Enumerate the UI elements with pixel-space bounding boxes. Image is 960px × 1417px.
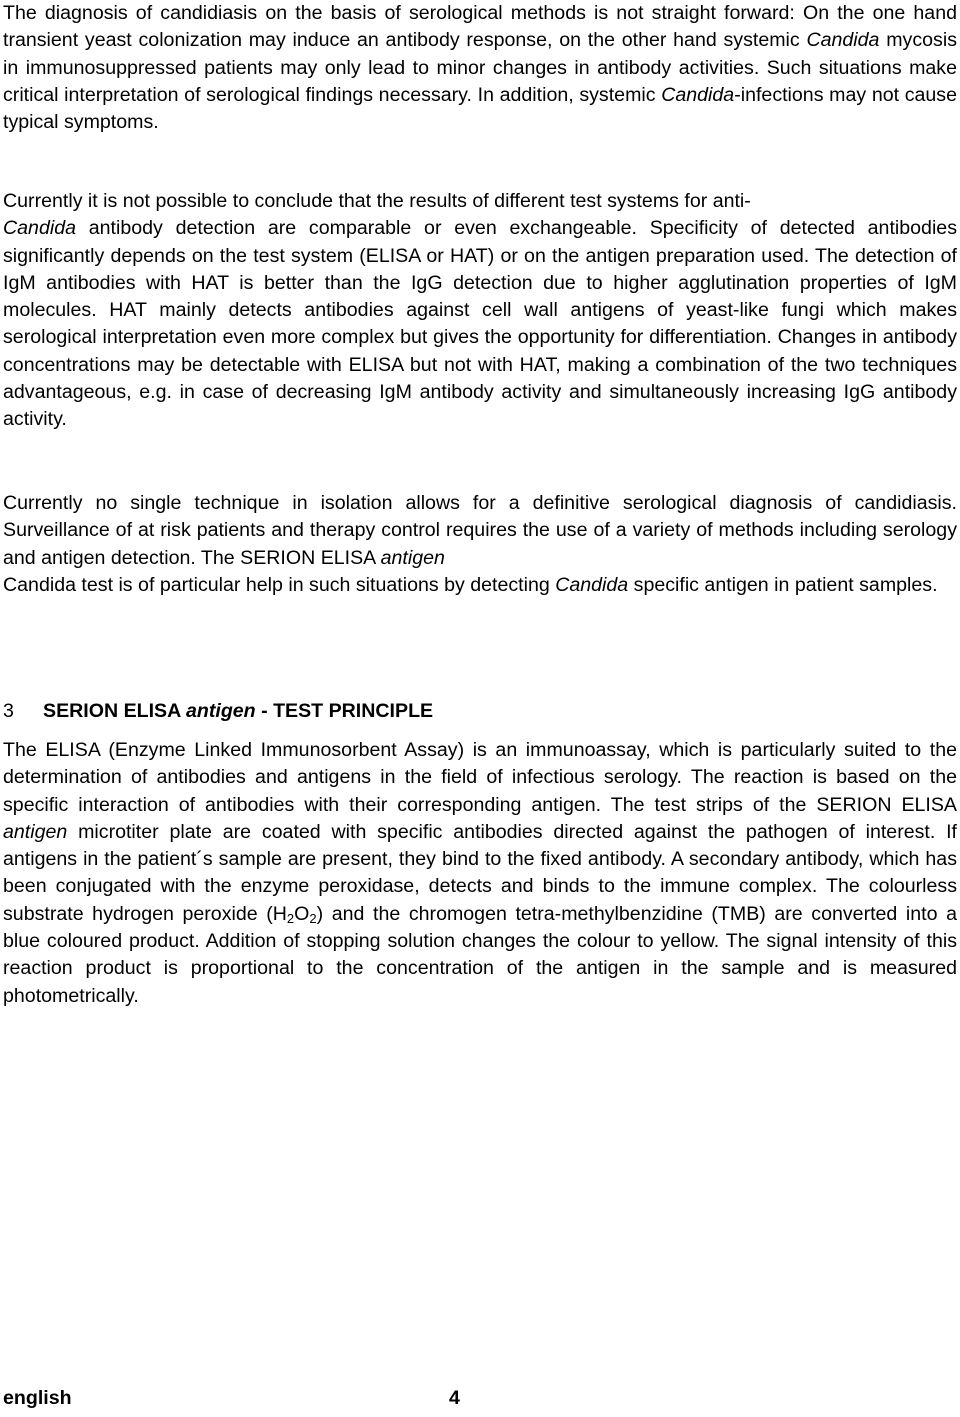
text-run: ) and the chromogen tetra-methylbenzidine (TMB) are converted into a blue coloured product. Addition of stopping solution changes the colour to yellow. The signal intensity of this reaction product is proportional to the concentration of the antigen in the sample and is measured photometrically. bbox=[3, 902, 957, 1007]
text-run: Currently no single technique in isolation allows for a definitive serological diagnosis of candidiasis. Surveillance of at risk patients and therapy control requires the use of a variety of methods including serology and antigen detection. The SERION ELISA bbox=[3, 492, 957, 569]
paragraph-candidiasis-diagnosis bbox=[3, 0, 957, 136]
italic-term: antigen bbox=[380, 546, 445, 569]
italic-term: Candida bbox=[806, 29, 880, 52]
subscript: 2 bbox=[309, 910, 317, 926]
text-run: The diagnosis of candidiasis on the basis of serological methods is not straight forward: On the one hand transient yeast colonization may induce an antibody response, on the other hand systemic bbox=[3, 2, 957, 52]
text-run: -infections may not cause typical symptoms. bbox=[3, 83, 957, 134]
section-number: 3 bbox=[3, 700, 14, 722]
text-run: microtiter plate are coated with specific antibodies directed against the pathogen of interest. If antigens in the patient´s sample are present, they bind to the fixed antibody. A secondary antibody, which has been conjugated with the enzyme peroxidase, detects and binds to the immune complex. The colourless substrate hydrogen peroxide (H bbox=[3, 820, 957, 925]
heading-text: - TEST PRINCIPLE bbox=[255, 700, 434, 722]
italic-term: Candida bbox=[555, 573, 629, 596]
heading-text: SERION ELISA bbox=[43, 700, 186, 722]
text-run: Currently it is not possible to conclude that the results of different test systems for anti- bbox=[3, 190, 751, 212]
heading-italic-term: antigen bbox=[185, 700, 256, 722]
paragraph-test-principle bbox=[3, 737, 957, 1010]
subscript: 2 bbox=[286, 910, 295, 926]
text-run: mycosis in immunosuppressed patients may only lead to minor changes in antibody activities. Such situations make critical interpretation of serological findings necessary. In addition, systemic bbox=[3, 29, 957, 106]
text-run: The ELISA (Enzyme Linked Immunosorbent Assay) is an immunoassay, which is particularly suited to the determination of antibodies and antigens in the field of infectious serology. The reaction is based on the specific interaction of antibodies with their corresponding antigen. The test strips of the SERION ELISA bbox=[3, 739, 957, 816]
text-run: specific antigen in patient samples. bbox=[628, 573, 938, 596]
text-run: Candida test is of particular help in such situations by detecting bbox=[3, 573, 556, 596]
footer-language: english bbox=[3, 1387, 72, 1409]
text-run: O bbox=[294, 902, 310, 925]
italic-term: antigen bbox=[3, 820, 68, 843]
italic-term: Candida bbox=[661, 83, 735, 106]
paragraph-test-systems bbox=[3, 188, 957, 434]
paragraph-surveillance bbox=[3, 490, 957, 599]
page-number: 4 bbox=[449, 1387, 460, 1409]
italic-term: Candida bbox=[3, 217, 76, 240]
text-run: antibody detection are comparable or even exchangeable. Specificity of detected antibodies significantly depends on the test system (ELISA or HAT) or on the antigen preparation used. The detection of IgM antibodies with HAT is better than the IgG detection due to higher agglutination properties of IgM molecules. HAT mainly detects antibodies against cell wall antigens of yeast-like fungi which makes serological interpretation even more complex but gives the opportunity for differentiation. Changes in antibody concentrations may be detectable with ELISA but not with HAT, making a combination of the two techniques advantageous, e.g. in case of decreasing IgM antibody activity and simultaneously increasing IgG antibody activity. bbox=[3, 217, 957, 431]
section-heading bbox=[3, 698, 433, 725]
